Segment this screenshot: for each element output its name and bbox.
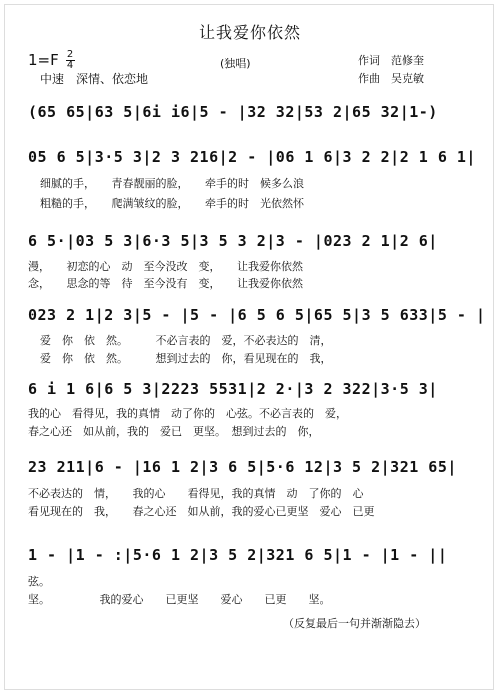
lyricist-credit: 作词 范修奎	[358, 54, 424, 67]
time-signature	[66, 50, 75, 71]
lyric-line-5a: 不必表达的 情， 我的心 看得见，我的真情 动 了你的 心	[28, 487, 364, 500]
lyric-line-2a: 漫， 初恋的心 动 至今没改 变， 让我爱你依然	[28, 260, 303, 273]
lyric-line-5b: 看见现在的 我， 春之心还 如从前，我的爱心已更坚 爱心 已更	[28, 505, 375, 518]
notation-line-6: 1 - |1 - :|5·6 1 2|3 5 2|321 6 5|1 - |1 - ||	[28, 546, 448, 564]
notation-line-4: 6 i 1 6|6 5 3|2223 5531|2 2·|3 2 322|3·5 3|	[28, 380, 438, 398]
lyric-line-6b: 坚。 我的爱心 已更坚 爱心 已更 坚。	[28, 593, 331, 606]
lyric-line-3a: 爱 你 依 然。 不必言表的 爱，不必表达的 清，	[40, 334, 332, 347]
lyric-line-4b: 春之心还 如从前，我的 爱已 更坚。 想到过去的 你，	[28, 425, 320, 438]
notation-line-2: 6 5·|03 5 3|6·3 5|3 5 3 2|3 - |023 2 1|2 6|	[28, 232, 438, 250]
time-sig-bottom: 4	[66, 60, 74, 71]
lyric-line-3b: 爱 你 依 然。 想到过去的 你，看见现在的 我，	[40, 352, 332, 365]
key-label: 1=F	[28, 51, 59, 69]
performance-footnote: （反复最后一句并渐渐隐去）	[283, 617, 426, 630]
key-signature	[28, 50, 75, 71]
lyric-line-6a: 弦。	[28, 575, 50, 588]
lyric-line-1b: 粗糙的手， 爬满皱纹的脸， 牵手的时 光依然怀	[40, 197, 304, 210]
time-sig-top: 2	[66, 49, 74, 60]
lyric-line-2b: 念， 思念的等 待 至今没有 变， 让我爱你依然	[28, 277, 303, 290]
performance-type: (独唱)	[220, 57, 251, 70]
composer-credit: 作曲 吴克敏	[358, 72, 424, 85]
tempo-marking: 中速 深情、依恋地	[40, 72, 149, 86]
notation-line-3: 023 2 1|2 3|5 - |5 - |6 5 6 5|65 5|3 5 633|5 - |	[28, 306, 486, 324]
lyric-line-4a: 我的心 看得见，我的真情 动了你的 心弦。不必言表的 爱，	[28, 407, 347, 420]
song-title: 让我爱你依然	[198, 23, 301, 42]
notation-line-1: 05 6 5|3·5 3|2 3 216|2 - |06 1 6|3 2 2|2 1 6 1|	[28, 148, 476, 166]
notation-line-5: 23 211|6 - |16 1 2|3 6 5|5·6 12|3 5 2|321 65|	[28, 458, 457, 476]
notation-line-intro: (65 65|63 5|6i i6|5 - |32 32|53 2|65 32|1-)	[28, 103, 438, 121]
lyric-line-1a: 细腻的手， 青春靓丽的脸， 牵手的时 候多么浪	[40, 177, 304, 190]
